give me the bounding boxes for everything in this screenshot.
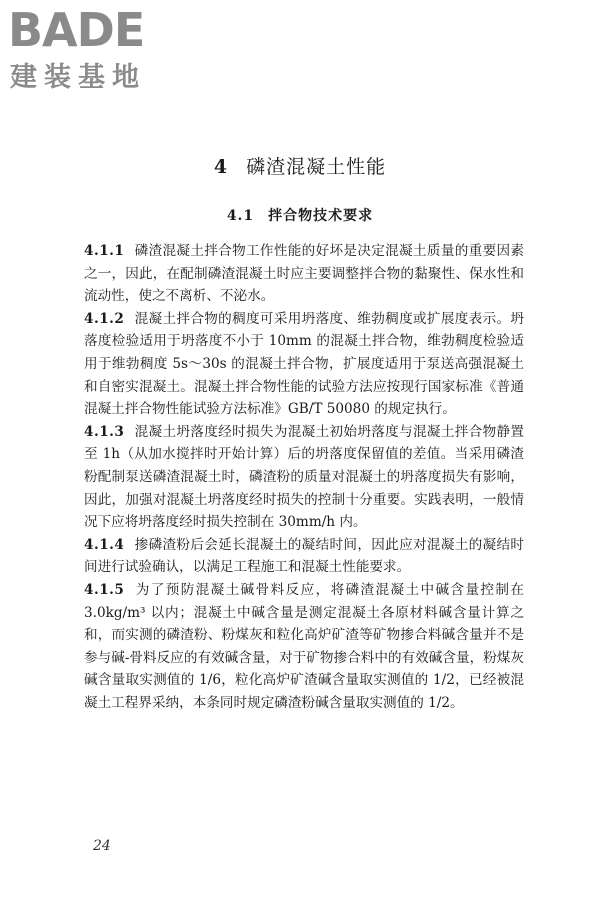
paragraph-number: 4.1.3 xyxy=(84,423,125,440)
chapter-title-text: 磷渣混凝土性能 xyxy=(246,156,387,178)
paragraph-4-1-3 xyxy=(84,421,524,534)
chapter-title xyxy=(0,152,600,179)
chapter-number: 4 xyxy=(213,156,229,178)
paragraph-number: 4.1.5 xyxy=(84,581,125,598)
body-text xyxy=(84,240,524,714)
paragraph-text: 掺磷渣粉后会延长混凝土的凝结时间，因此应对混凝土的凝结时间进行试验确认，以满足工程施工和混凝土性能要求。 xyxy=(84,536,524,576)
logo-chinese-text: 建装基地 xyxy=(10,62,146,93)
paragraph-text: 磷渣混凝土拌合物工作性能的好坏是决定混凝土质量的重要因素之一，因此，在配制磷渣混凝土时应主要调整拌合物的黏聚性、保水性和流动性，使之不离析、不泌水。 xyxy=(84,243,524,305)
section-title-text: 拌合物技术要求 xyxy=(268,208,374,224)
paragraph-number: 4.1.4 xyxy=(84,536,125,553)
logo-wordmark: BADE xyxy=(8,3,145,57)
paragraph-text: 混凝土坍落度经时损失为混凝土初始坍落度与混凝土拌合物静置至 1h（从加水搅拌时开始计算）后的坍落度保留值的差值。当采用磷渣粉配制泵送磷渣混凝土时，磷渣粉的质量对混凝土的坍落度损失有影响，因此，加强对混凝土坍落度经时损失的控制十分重要。实践表明，一般情况下应将坍落度经时损失控制在 30mm/h 内。 xyxy=(84,423,524,531)
paragraph-text: 混凝土拌合物的稠度可采用坍落度、维勃稠度或扩展度表示。坍落度检验适用于坍落度不小于 10mm 的混凝土拌合物，维勃稠度检验适用于维勃稠度 5s～30s 的混凝土拌合物，扩展度适用于泵送高强混凝土和自密实混凝土。混凝土拌合物性能的试验方法应按现行国家标准《普通混凝土拌合物性能试验方法标准》GB/T 50080 的规定执行。 xyxy=(84,310,524,418)
paragraph-4-1-2 xyxy=(84,308,524,421)
paragraph-4-1-1 xyxy=(84,240,524,308)
paragraph-number: 4.1.1 xyxy=(84,243,125,259)
section-number: 4.1 xyxy=(226,208,255,224)
paragraph-4-1-5 xyxy=(84,579,524,715)
paragraph-text: 为了预防混凝土碱骨料反应，将磷渣混凝土中碱含量控制在 3.0kg/m³ 以内；混凝土中碱含量是测定混凝土各原材料碱含量计算之和，而实测的磷渣粉、粉煤灰和粒化高炉矿渣等矿物掺合料碱含量并不是参与碱-骨料反应的有效碱含量，对于矿物掺合料中的有效碱含量，粉煤灰碱含量取实测值的 1/6，粒化高炉矿渣碱含量取实测值的 1/2，已经被混凝土工程界采纳，本条同时规定磷渣粉碱含量取实测值的 1/2。 xyxy=(84,581,524,711)
section-title xyxy=(0,205,600,225)
paragraph-number: 4.1.2 xyxy=(84,310,125,327)
paragraph-4-1-4 xyxy=(84,534,524,579)
page-number: 24 xyxy=(93,838,111,854)
logo xyxy=(8,4,178,94)
